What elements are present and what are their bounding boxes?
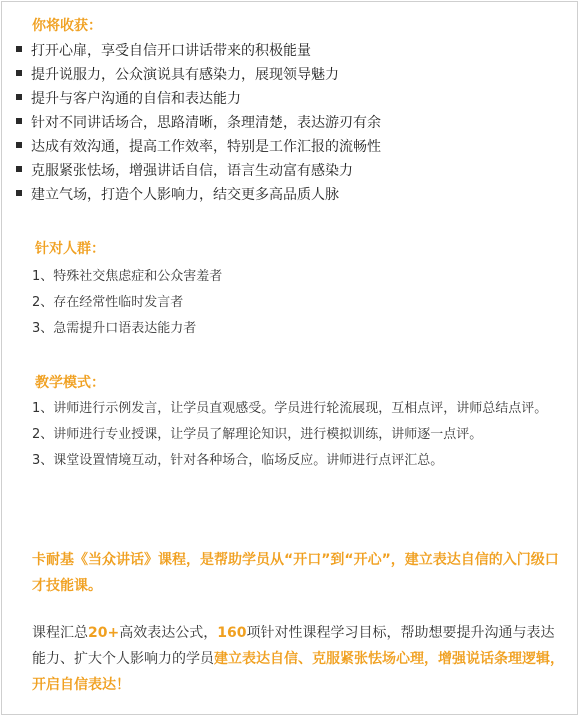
square-bullet-icon (16, 190, 22, 196)
teaching-item: 2、讲师进行专业授课，让学员了解理论知识，进行模拟训练，讲师逐一点评。 (32, 427, 483, 442)
gain-item-text: 提升说服力，公众演说具有感染力，展现领导魅力 (31, 67, 339, 83)
list-item (16, 111, 381, 135)
gain-item-text: 建立气场，打造个人影响力，结交更多高品质人脉 (31, 187, 339, 203)
gain-item-text: 针对不同讲话场合，思路清晰，条理清楚，表达游刃有余 (31, 115, 381, 131)
gains-list (16, 39, 381, 207)
teaching-heading: 教学模式： (35, 375, 105, 391)
list-item (16, 63, 381, 87)
course-summary (32, 620, 564, 698)
square-bullet-icon (16, 46, 22, 52)
audience-item: 2、存在经常性临时发言者 (32, 295, 184, 310)
summary-text: 课程汇总 (32, 625, 88, 641)
audience-list (32, 264, 222, 342)
gain-item-text: 提升与客户沟通的自信和表达能力 (31, 91, 241, 107)
gains-heading: 你将收获： (32, 18, 102, 34)
teaching-item: 1、讲师进行示例发言，让学员直观感受。学员进行轮流展现，互相点评，讲师总结点评。 (32, 401, 548, 416)
gain-item-text: 克服紧张怯场，增强讲话自信，语言生动富有感染力 (31, 163, 353, 179)
list-item (16, 183, 381, 207)
summary-text: 高效表达公式， (119, 625, 218, 641)
teaching-item: 3、课堂设置情境互动，针对各种场合，临场反应。讲师进行点评汇总。 (32, 453, 444, 468)
square-bullet-icon (16, 166, 22, 172)
summary-emphasis: 建立表达自信、克服紧张怯场心理，增强说话条理逻辑，开启自信表达！ (32, 651, 564, 693)
list-item (16, 39, 381, 63)
square-bullet-icon (16, 142, 22, 148)
audience-item: 3、急需提升口语表达能力者 (32, 321, 197, 336)
gain-item-text: 达成有效沟通，提高工作效率，特别是工作汇报的流畅性 (31, 139, 381, 155)
square-bullet-icon (16, 94, 22, 100)
list-item (16, 159, 381, 183)
content-frame (1, 1, 578, 715)
summary-text: 项针对性课程学习目标，帮助想要提升沟通与表达能力、扩大个人影响力的学员 (32, 625, 555, 667)
summary-number: 160 (217, 625, 247, 641)
square-bullet-icon (16, 70, 22, 76)
course-highlight: 卡耐基《当众讲话》课程，是帮助学员从“开口”到“开心”，建立表达自信的入门级口才技能课。 (32, 552, 559, 594)
summary-number: 20+ (88, 625, 120, 641)
audience-item: 1、特殊社交焦虑症和公众害羞者 (32, 269, 223, 284)
gain-item-text: 打开心扉，享受自信开口讲话带来的积极能量 (31, 43, 311, 59)
audience-heading: 针对人群： (35, 241, 105, 257)
list-item (16, 135, 381, 159)
teaching-list (32, 396, 552, 474)
list-item (16, 87, 381, 111)
square-bullet-icon (16, 118, 22, 124)
